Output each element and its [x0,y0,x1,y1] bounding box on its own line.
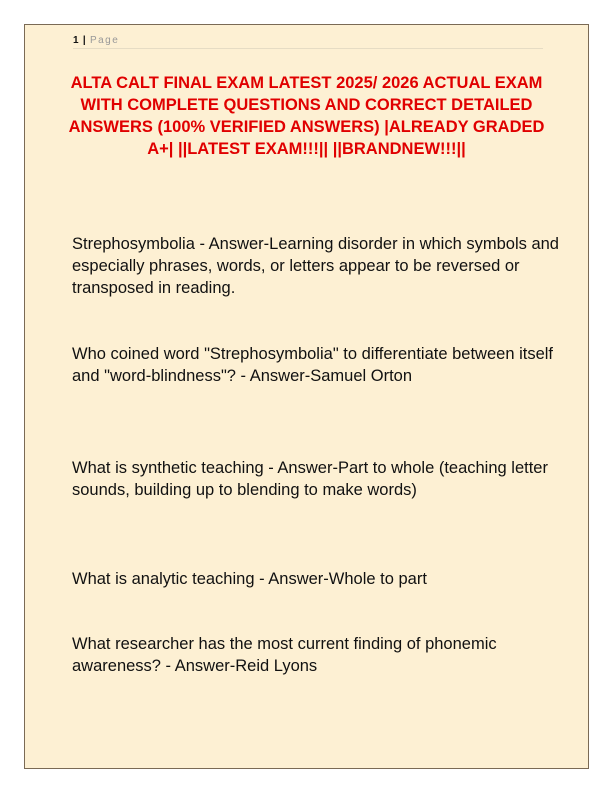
document-title: ALTA CALT FINAL EXAM LATEST 2025/ 2026 ACTUAL EXAM WITH COMPLETE QUESTIONS AND CORRECT DETAILED ANSWERS (100% VERIFIED ANSWERS) |ALREADY GRADED A+| ||LATEST EXAM!!!|| ||BRANDNEW!!!|| [68,74,545,158]
qa-item: What is analytic teaching - Answer-Whole to part [72,570,427,588]
qa-item: What is synthetic teaching - Answer-Part to whole (teaching letter sounds, building up to blending to make words) [72,459,548,499]
page-number: 1 [73,35,79,46]
page-label: Page [89,35,120,46]
qa-item: Who coined word "Strephosymbolia" to differentiate between itself and "word-blindness"? - Answer-Samuel Orton [72,345,554,385]
qa-item: Strephosymbolia - Answer-Learning disorder in which symbols and especially phrases, words, or letters appear to be reversed or transposed in reading. [72,235,559,297]
document-page [24,24,589,769]
qa-item: What researcher has the most current finding of phonemic awareness? - Answer-Reid Lyons [72,635,497,675]
header-separator: | [82,35,86,46]
page-header [73,35,543,49]
